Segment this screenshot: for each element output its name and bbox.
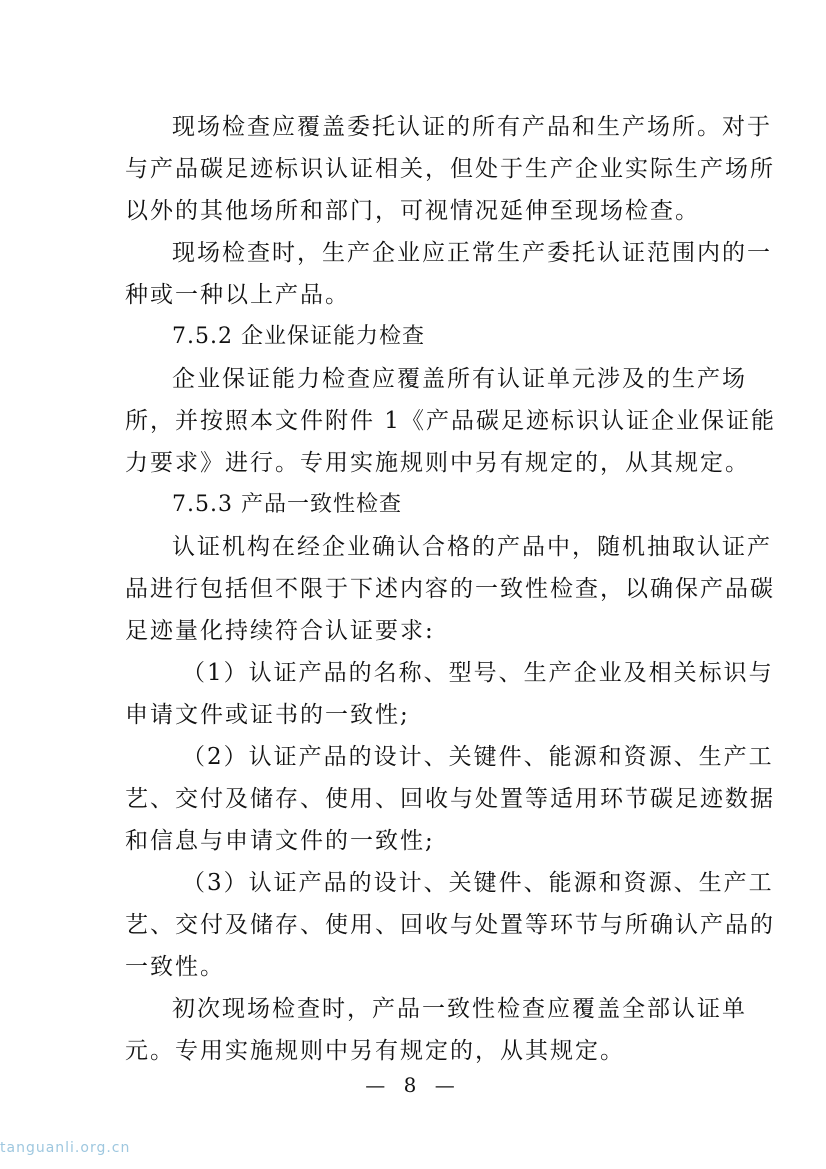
list-item-line: 艺、交付及储存、使用、回收与处置等环节与所确认产品的 xyxy=(125,912,775,938)
paragraph-line: 品进行包括但不限于下述内容的一致性检查，以确保产品碳 xyxy=(125,576,775,602)
list-item-line: 和信息与申请文件的一致性; xyxy=(125,828,435,854)
paragraph-line: 认证机构在经企业确认合格的产品中，随机抽取认证产 xyxy=(172,534,772,560)
list-item-line: 一致性。 xyxy=(125,954,225,980)
section-heading: 7.5.3 产品一致性检查 xyxy=(172,492,402,517)
list-item-line: 申请文件或证书的一致性; xyxy=(125,702,410,728)
paragraph-line: 与产品碳足迹标识认证相关，但处于生产企业实际生产场所 xyxy=(125,156,775,182)
paragraph-line: 元。专用实施规则中另有规定的，从其规定。 xyxy=(125,1038,625,1064)
list-item-line: （1）认证产品的名称、型号、生产企业及相关标识与 xyxy=(182,660,774,686)
paragraph-line: 以外的其他场所和部门，可视情况延伸至现场检查。 xyxy=(125,198,700,224)
list-item-line: 艺、交付及储存、使用、回收与处置等适用环节碳足迹数据 xyxy=(125,786,775,812)
watermark: tanguanli.org.cn xyxy=(0,1140,131,1156)
paragraph-line: 初次现场检查时，产品一致性检查应覆盖全部认证单 xyxy=(172,996,747,1022)
paragraph-line: 企业保证能力检查应覆盖所有认证单元涉及的生产场 xyxy=(172,366,747,392)
page-number: — 8 — xyxy=(365,1073,461,1097)
paragraph-line: 种或一种以上产品。 xyxy=(125,282,350,308)
paragraph-line: 现场检查时，生产企业应正常生产委托认证范围内的一 xyxy=(172,240,772,266)
paragraph-line: 力要求》进行。专用实施规则中另有规定的，从其规定。 xyxy=(125,450,750,476)
paragraph-line: 现场检查应覆盖委托认证的所有产品和生产场所。对于 xyxy=(172,114,772,140)
section-heading: 7.5.2 企业保证能力检查 xyxy=(172,324,425,349)
list-item-line: （2）认证产品的设计、关键件、能源和资源、生产工 xyxy=(182,744,774,770)
paragraph-line: 足迹量化持续符合认证要求: xyxy=(125,618,435,644)
list-item-line: （3）认证产品的设计、关键件、能源和资源、生产工 xyxy=(182,870,774,896)
paragraph-line: 所，并按照本文件附件 1《产品碳足迹标识认证企业保证能 xyxy=(125,408,776,434)
